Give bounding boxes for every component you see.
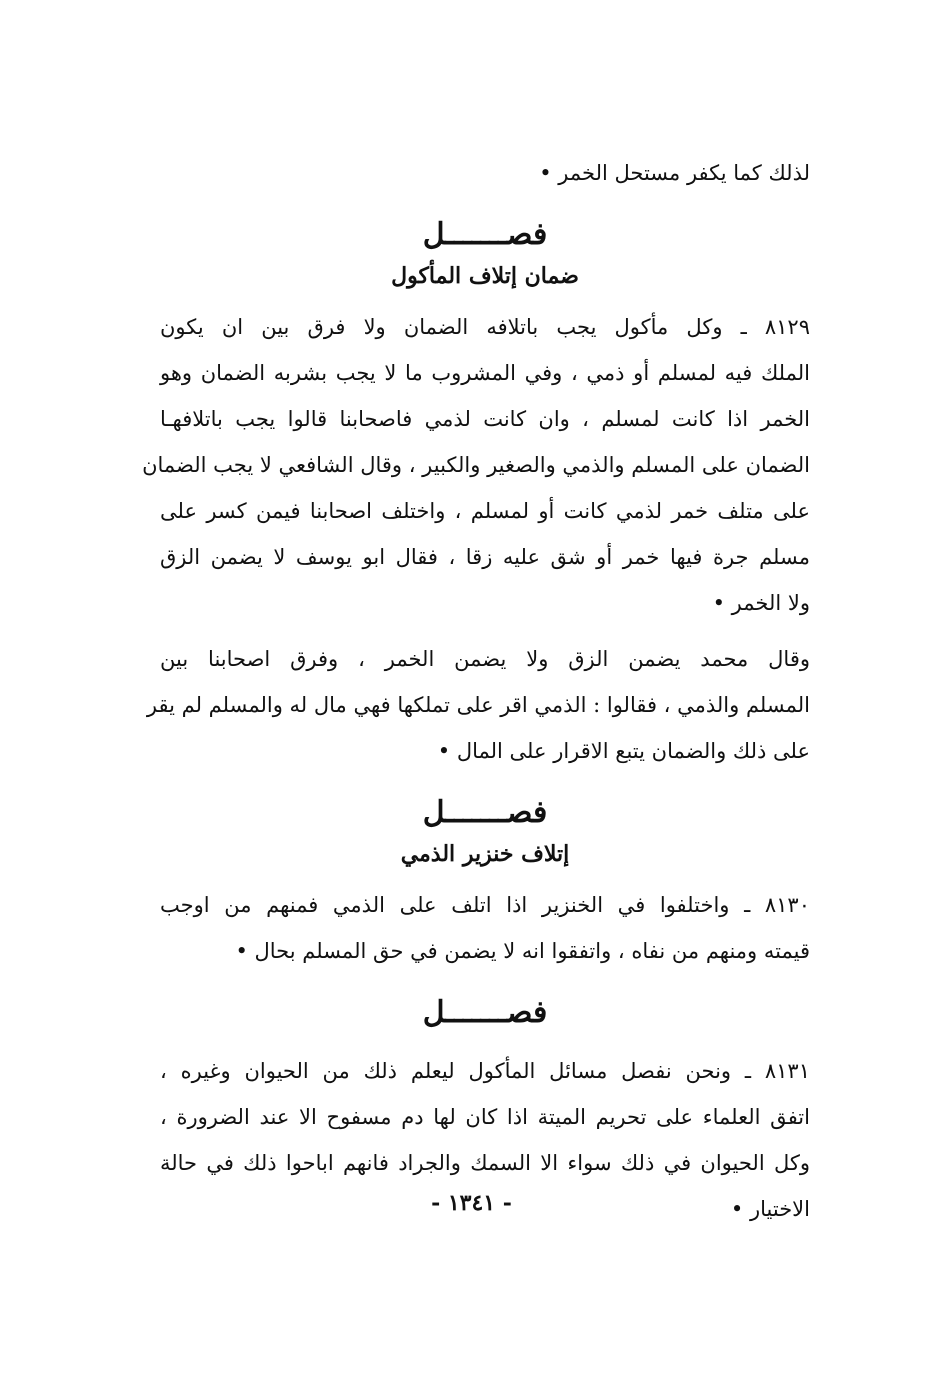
text-line: اتفق العلماء على تحريم الميتة اذا كان لها دم مسفوح الا عند الضرورة ، <box>160 1105 810 1129</box>
text-line: ٨١٢٩ ـ وكل مأكول يجب باتلافه الضمان ولا فرق بين ان يكون <box>160 315 810 339</box>
section-subtitle: إتلاف خنزير الذمي <box>400 841 570 867</box>
text-line: الضمان على المسلم والذمي والصغير والكبير ، وقال الشافعي لا يجب الضمان <box>142 453 810 477</box>
page-number: - ١٣٤١ - <box>431 1190 512 1216</box>
section-heading: فصـــــــل <box>422 995 548 1030</box>
text-line: على ذلك والضمان يتبع الاقرار على المال • <box>437 739 810 763</box>
section-subtitle: ضمان إتلاف المأكول <box>391 263 579 289</box>
paragraph <box>160 882 810 974</box>
text-line: المسلم والذمي ، فقالوا : الذمي اقر على تملكها فهي مال له والمسلم لم يقر <box>146 693 810 717</box>
text-line: وقال محمد يضمن الزق ولا يضمن الخمر ، وفرق اصحابنا بين <box>160 647 810 671</box>
text-line: الملك فيه لمسلم أو ذمي ، وفي المشروب ما لا يجب بشربه الضمان وهو <box>160 361 810 385</box>
section-spacer <box>160 1034 810 1048</box>
paragraph <box>142 304 810 626</box>
intro-line: لذلك كما يكفر مستحل الخمر • <box>539 161 810 185</box>
page-content <box>142 150 810 1232</box>
paragraph <box>146 636 810 774</box>
text-line: وكل الحيوان في ذلك سواء الا السمك والجراد فانهم اباحوا ذلك في حالة <box>160 1151 810 1175</box>
text-line: قيمته ومنهم من نفاه ، واتفقوا انه لا يضمن في حق المسلم بحال • <box>235 939 810 963</box>
text-line: الاختيار • <box>730 1197 810 1221</box>
section-heading: فصـــــــل <box>422 795 548 830</box>
text-line: ٨١٣١ ـ ونحن نفصل مسائل المأكول ليعلم ذلك من الحيوان وغيره ، <box>160 1059 810 1083</box>
text-line: ٨١٣٠ ـ واختلفوا في الخنزير اذا اتلف على الذمي فمنهم من اوجب <box>160 893 810 917</box>
sections <box>142 214 810 1232</box>
section-heading: فصـــــــل <box>422 217 548 252</box>
text-line: الخمر اذا كانت لمسلم ، وان كانت لذمي فاصحابنا قالوا يجب باتلافهـا <box>160 407 810 431</box>
text-line: على متلف خمر لذمي كانت أو لمسلم ، واختلف اصحابنا فيمن كسر على <box>160 499 810 523</box>
text-line: مسلم جرة فيها خمر أو شق عليه زقا ، فقال ابو يوسف لا يضمن الزق <box>160 545 810 569</box>
text-line: ولا الخمر • <box>712 591 810 615</box>
